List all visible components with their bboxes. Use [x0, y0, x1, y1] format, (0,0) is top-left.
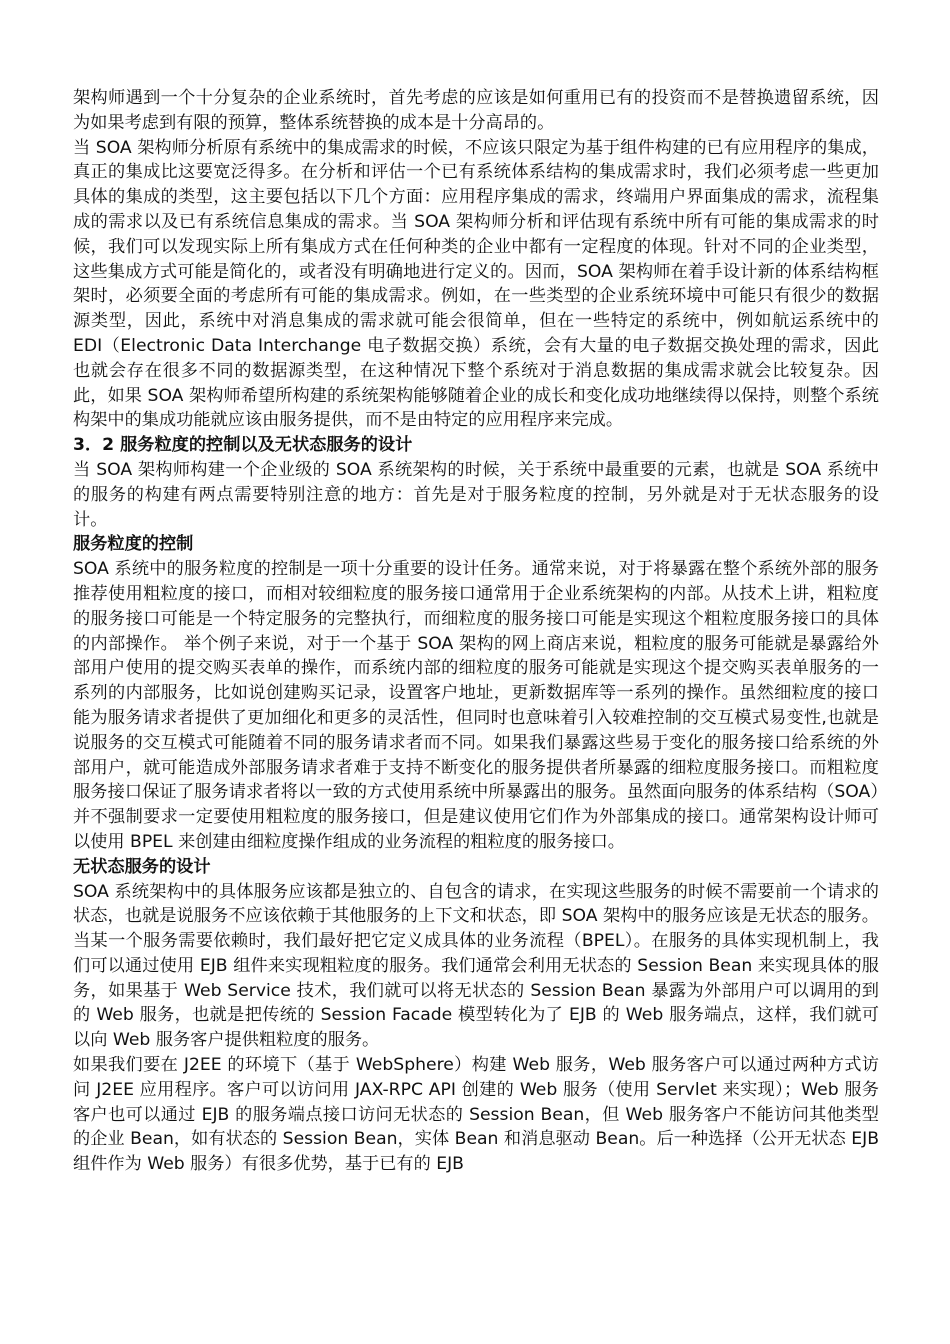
paragraph-granularity: SOA 系统中的服务粒度的控制是一项十分重要的设计任务。通常来说，对于将暴露在整个系统外部的服务推荐使用粗粒度的接口，而相对较细粒度的服务接口通常用于企业系统架构的内部。从技术上讲，粗粒度的服务接口可能是一个特定服务的完整执行，而细粒度的服务接口可能是实现这个粗粒度服务接口的具体的内部操作。 举个例子来说，对于一个基于 SOA 架构的网上商店来说，粗粒度的服务可能就是暴露给外部用户使用的提交购买表单的操作，而系统内部的细粒度的服务可能就是实现这个提交购买表单服务的一系列的内部服务，比如说创建购买记录，设置客户地址，更新数据库等一系列的操作。虽然细粒度的接口能为服务请求者提供了更加细化和更多的灵活性，但同时也意味着引入较难控制的交互模式易变性,也就是说服务的交互模式可能随着不同的服务请求者而不同。如果我们暴露这些易于变化的服务接口给系统的外部用户，就可能造成外部服务请求者难于支持不断变化的服务提供者所暴露的细粒度服务接口。而粗粒度服务接口保证了服务请求者将以一致的方式使用系统中所暴露出的服务。虽然面向服务的体系结构（SOA）并不强制要求一定要使用粗粒度的服务接口，但是建议使用它们作为外部集成的接口。通常架构设计师可以使用 BPEL 来创建由细粒度操作组成的业务流程的粗粒度的服务接口。	[73, 559, 879, 852]
section-heading-3-2: 3．2 服务粒度的控制以及无状态服务的设计	[73, 435, 413, 456]
document-page	[73, 86, 879, 1177]
paragraph-legacy-reuse: 架构师遇到一个十分复杂的企业系统时，首先考虑的应该是如何重用已有的投资而不是替换遗留系统，因为如果考虑到有限的预算，整体系统替换的成本是十分高昂的。	[73, 88, 879, 133]
paragraph-stateless: SOA 系统架构中的具体服务应该都是独立的、自包含的请求，在实现这些服务的时候不需要前一个请求的状态，也就是说服务不应该依赖于其他服务的上下文和状态，即 SOA 架构中的服务应该是无状态的服务。当某一个服务需要依赖时，我们最好把它定义成具体的业务流程（BPEL）。在服务的具体实现机制上，我们可以通过使用 EJB 组件来实现粗粒度的服务。我们通常会利用无状态的 Session Bean 来实现具体的服务，如果基于 Web Service 技术，我们就可以将无状态的 Session Bean 暴露为外部用户可以调用的到的 Web 服务，也就是把传统的 Session Facade 模型转化为了 EJB 的 Web 服务端点，这样，我们就可以向 Web 服务客户提供粗粒度的服务。	[73, 881, 879, 1051]
subheading-granularity: 服务粒度的控制	[73, 534, 194, 555]
paragraph-section-intro: 当 SOA 架构师构建一个企业级的 SOA 系统架构的时候，关于系统中最重要的元素，也就是 SOA 系统中的服务的构建有两点需要特别注意的地方：首先是对于服务粒度的控制，另外就是对于无状态服务的设计。	[73, 459, 879, 530]
paragraph-integration-needs: 当 SOA 架构师分析原有系统中的集成需求的时候，不应该只限定为基于组件构建的已有应用程序的集成，真正的集成比这要宽泛得多。在分析和评估一个已有系统体系结构的集成需求时，我们必须考虑一些更加具体的集成的类型，这主要包括以下几个方面：应用程序集成的需求，终端用户界面集成的需求，流程集成的需求以及已有系统信息集成的需求。当 SOA 架构师分析和评估现有系统中所有可能的集成需求的时候，我们可以发现实际上所有集成方式在任何种类的企业中都有一定程度的体现。针对不同的企业类型，这些集成方式可能是简化的，或者没有明确地进行定义的。因而，SOA 架构师在着手设计新的体系结构框架时，必须要全面的考虑所有可能的集成需求。例如，在一些类型的企业系统环境中可能只有很少的数据源类型，因此，系统中对消息集成的需求就可能会很简单，但在一些特定的系统中，例如航运系统中的 EDI（Electronic Data Interchange 电子数据交换）系统，会有大量的电子数据交换处理的需求，因此也就会存在很多不同的数据源类型，在这种情况下整个系统对于消息数据的集成需求就会比较复杂。因此，如果 SOA 架构师希望所构建的系统架构能够随着企业的成长和变化成功地继续得以保持，则整个系统构架中的集成功能就应该由服务提供，而不是由特定的应用程序来完成。	[73, 137, 879, 431]
subheading-stateless: 无状态服务的设计	[73, 856, 211, 877]
paragraph-j2ee-web-services: 如果我们要在 J2EE 的环境下（基于 WebSphere）构建 Web 服务，Web 服务客户可以通过两种方式访问 J2EE 应用程序。客户可以访问用 JAX-RPC API 创建的 Web 服务（使用 Servlet 来实现）；Web 服务客户也可以通过 EJB 的服务端点接口访问无状态的 Session Bean，但 Web 服务客户不能访问其他类型的企业 Bean，如有状态的 Session Bean，实体 Bean 和消息驱动 Bean。后一种选择（公开无状态 EJB 组件作为 Web 服务）有很多优势，基于已有的 EJB	[73, 1055, 879, 1175]
